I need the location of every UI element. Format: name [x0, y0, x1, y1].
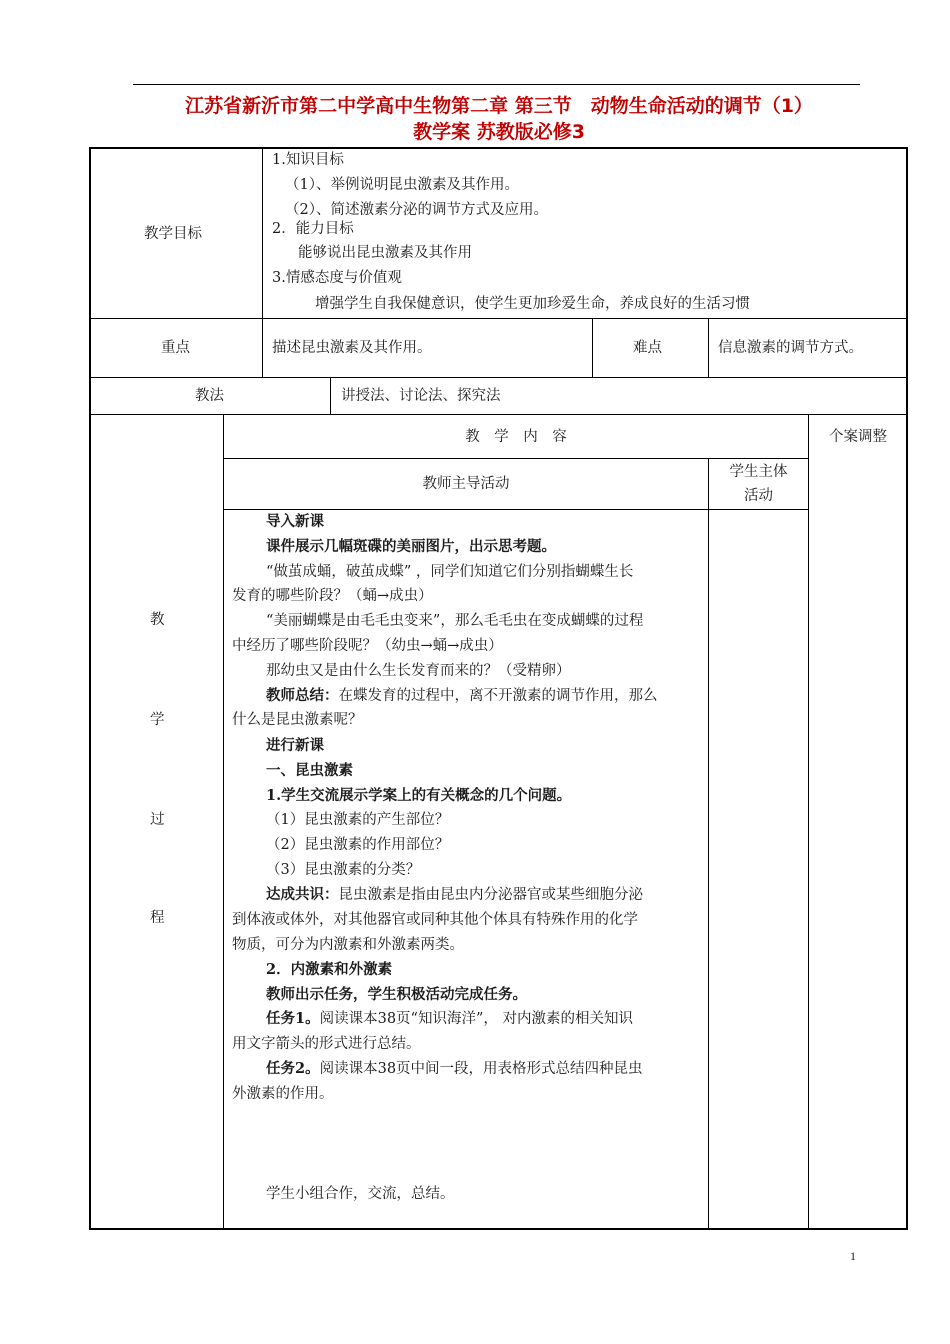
- content-line: （2）昆虫激素的作用部位？: [266, 837, 450, 853]
- task2-label: 任务2。: [266, 1060, 320, 1077]
- row-divider: [89, 318, 908, 319]
- content-line: 那幼虫又是由什么生长发育而来的？（受精卵）: [266, 663, 571, 679]
- row-divider: [223, 509, 809, 510]
- difficult-point-text: 信息激素的调节方式。: [718, 340, 863, 356]
- content-line: 教师出示任务，学生积极活动完成任务。: [266, 986, 527, 1003]
- process-side-char: 教: [150, 612, 165, 628]
- col-divider: [330, 377, 331, 415]
- table-border-top: [89, 147, 908, 149]
- process-side-char: 过: [150, 812, 165, 828]
- content-line: 什么是昆虫激素呢？: [232, 712, 363, 728]
- header-rule: [133, 84, 860, 85]
- process-side-char: 程: [150, 910, 165, 926]
- content-line: （3）昆虫激素的分类？: [266, 862, 421, 878]
- key-point-label: 重点: [161, 340, 190, 356]
- student-activity-header-line2: 活动: [744, 488, 773, 504]
- document-title-line2: 教学案 苏教版必修3: [413, 121, 585, 143]
- content-line: [266, 885, 643, 905]
- objective-line: 1.知识目标: [272, 152, 344, 168]
- task1-label: 任务1。: [266, 1010, 320, 1027]
- student-activity-header-line1: 学生主体: [729, 464, 788, 480]
- content-line: 发育的哪些阶段？（蛹→成虫）: [232, 588, 433, 604]
- method-label: 教法: [195, 388, 224, 404]
- objective-line: 3.情感态度与价值观: [272, 270, 402, 286]
- content-line: 课件展示几幅斑碟的美丽图片，出示思考题。: [266, 538, 556, 555]
- content-line: 进行新课: [266, 737, 324, 754]
- content-line: 导入新课: [266, 513, 324, 530]
- objective-line: （1）、举例说明昆虫激素及其作用。: [285, 177, 519, 193]
- table-border-left: [89, 147, 91, 1230]
- objective-line: 能够说出昆虫激素及其作用: [298, 245, 472, 261]
- objective-line: （2）、简述激素分泌的调节方式及应用。: [285, 202, 548, 218]
- task1-text: 阅读课本38页“知识海洋”， 对内激素的相关知识: [319, 1011, 633, 1027]
- col-divider: [808, 414, 809, 1229]
- col-divider: [262, 147, 263, 378]
- col-divider: [223, 414, 224, 1229]
- content-line: （1）昆虫激素的产生部位？: [266, 812, 450, 828]
- process-side-char: 学: [150, 712, 165, 728]
- row-divider: [89, 377, 908, 378]
- content-line: 用文字箭头的形式进行总结。: [232, 1036, 421, 1052]
- objectives-label: 教学目标: [144, 226, 202, 242]
- content-line: 物质，可分为内激素和外激素两类。: [232, 937, 464, 953]
- col-divider: [592, 318, 593, 378]
- content-line: [266, 686, 658, 706]
- page-number: 1: [850, 1249, 856, 1263]
- teacher-summary-text: 在蝶发育的过程中，离不开激素的调节作用，那么: [338, 688, 658, 704]
- method-text: 讲授法、讨论法、探究法: [341, 388, 501, 404]
- content-line: 学生小组合作，交流，总结。: [266, 1186, 455, 1202]
- task2-text: 阅读课本38页中间一段，用表格形式总结四种昆虫: [319, 1061, 643, 1077]
- adjust-header: 个案调整: [829, 429, 887, 445]
- content-line: 中经历了哪些阶段呢？（幼虫→蛹→成虫）: [232, 638, 503, 654]
- teacher-summary-label: 教师总结：: [266, 687, 339, 704]
- table-border-right: [906, 147, 908, 1230]
- content-line: “做茧成蛹，破茧成蝶” ，同学们知道它们分别指蝴蝶生长: [266, 564, 634, 580]
- consensus-text: 昆虫激素是指由昆虫内分泌器官或某些细胞分泌: [338, 887, 643, 903]
- col-divider: [708, 318, 709, 378]
- table-border-bottom: [89, 1228, 908, 1230]
- row-divider: [89, 414, 908, 415]
- content-line: 外激素的作用。: [232, 1086, 334, 1102]
- content-line: “美丽蝴蝶是由毛毛虫变来”，那么毛毛虫在变成蝴蝶的过程: [266, 613, 644, 629]
- key-point-text: 描述昆虫激素及其作用。: [272, 340, 432, 356]
- row-divider: [223, 458, 809, 459]
- objective-line: 2．能力目标: [272, 221, 354, 237]
- content-line: 到体液或体外，对其他器官或同种其他个体具有特殊作用的化学: [232, 912, 638, 928]
- document-title-line1: 江苏省新沂市第二中学高中生物第二章 第三节 动物生命活动的调节（1）: [185, 95, 813, 117]
- consensus-label: 达成共识：: [266, 886, 339, 903]
- col-divider: [708, 458, 709, 1229]
- difficult-point-label: 难点: [633, 340, 662, 356]
- content-line: 1.学生交流展示学案上的有关概念的几个问题。: [266, 787, 572, 804]
- teacher-activity-header: 教师主导活动: [422, 476, 510, 492]
- content-line: 一、昆虫激素: [266, 762, 353, 779]
- content-header: 教 学 内 容: [465, 429, 567, 445]
- content-line: [266, 1059, 643, 1079]
- objective-line: 增强学生自我保健意识，使学生更加珍爱生命，养成良好的生活习惯: [315, 296, 750, 312]
- content-line: [266, 1009, 633, 1029]
- content-line: 2．内激素和外激素: [266, 961, 393, 978]
